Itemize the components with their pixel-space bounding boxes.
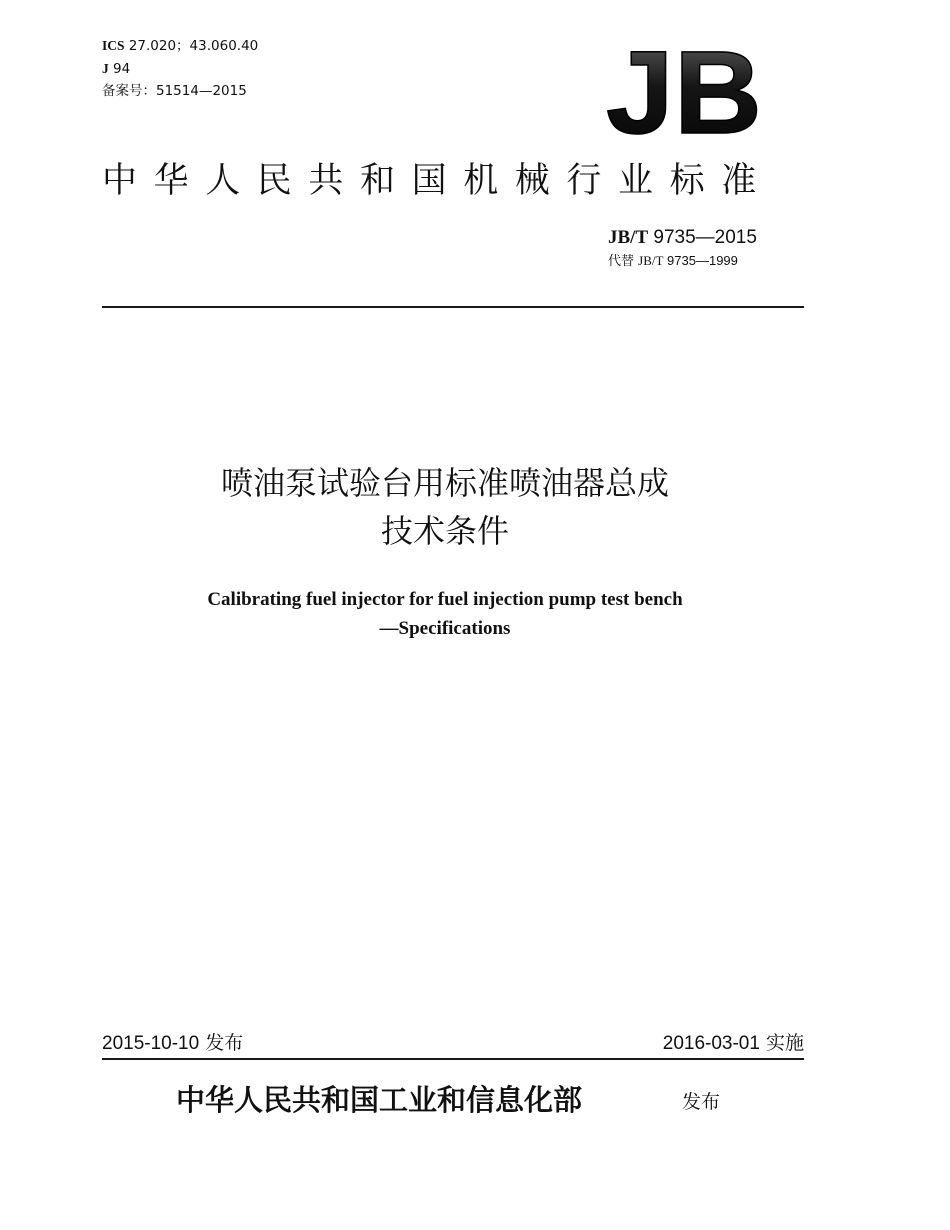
title-en-line1: Calibrating fuel injector for fuel injection pump test bench bbox=[207, 589, 683, 610]
issue-date bbox=[102, 1031, 243, 1056]
issue-date-label: 发布 bbox=[199, 1032, 244, 1054]
record-label: 备案号： bbox=[102, 83, 156, 99]
record-value: 51514—2015 bbox=[156, 83, 247, 99]
classification-value: 94 bbox=[108, 61, 131, 77]
replaces-label: 代替 bbox=[608, 254, 639, 269]
effective-date-value: 2016-03-01 bbox=[662, 1033, 760, 1054]
title-en-line2: —Specifications bbox=[379, 618, 511, 639]
standard-number-value: 9735—2015 bbox=[648, 227, 757, 248]
title-zh-line1: 喷油泵试验台用标准喷油器总成 bbox=[220, 464, 669, 502]
issuer-suffix: 发布 bbox=[682, 1091, 721, 1113]
ics-label: ICS bbox=[102, 38, 125, 53]
effective-date-label: 实施 bbox=[759, 1032, 804, 1054]
footer-divider bbox=[102, 1058, 804, 1060]
title-zh-line2: 技术条件 bbox=[380, 512, 509, 550]
classification-label: J bbox=[102, 61, 109, 76]
classification-code bbox=[102, 61, 130, 77]
record-number bbox=[102, 83, 247, 99]
ics-value: 27.020；43.060.40 bbox=[124, 38, 259, 54]
jb-logo bbox=[604, 44, 764, 140]
header-divider bbox=[102, 306, 804, 308]
standard-number bbox=[608, 226, 757, 249]
org-header: 中华人民共和国机械行业标准 bbox=[102, 161, 773, 201]
standard-code: JB/T bbox=[608, 227, 649, 248]
effective-date bbox=[663, 1031, 804, 1056]
replaces-number: 9735—1999 bbox=[663, 253, 738, 268]
ics-code bbox=[102, 38, 258, 54]
replaces-standard bbox=[608, 253, 738, 270]
issue-date-value: 2015-10-10 bbox=[102, 1033, 200, 1054]
replaces-code: JB/T bbox=[638, 253, 664, 268]
issuer-name: 中华人民共和国工业和信息化部 bbox=[176, 1083, 583, 1117]
logo-text: JB bbox=[606, 44, 762, 140]
